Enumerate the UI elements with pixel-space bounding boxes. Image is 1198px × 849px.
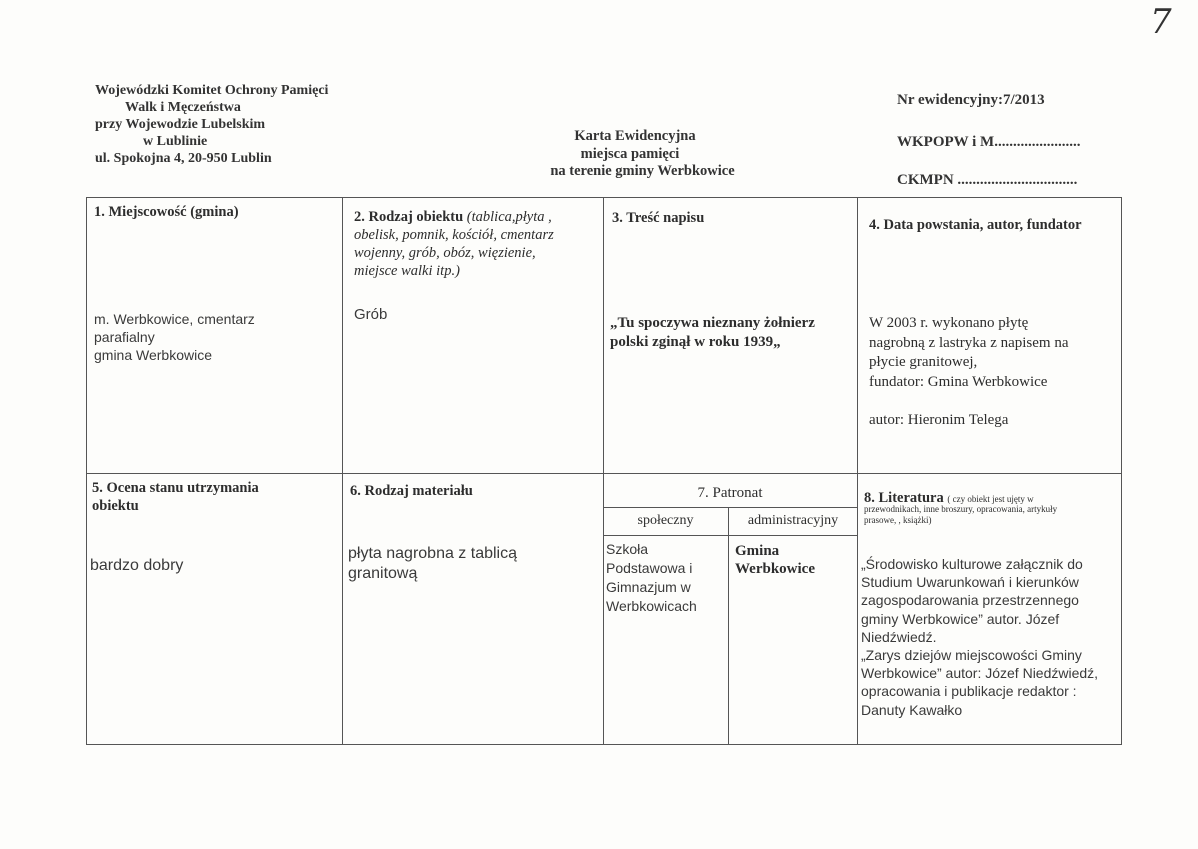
document-title [480, 128, 790, 181]
cell-locality-value [94, 310, 339, 364]
title-line: na terenie gminy Werbkowice [550, 163, 735, 179]
literature-line: „Środowisko kulturowe załącznik do [861, 556, 1083, 572]
date-author-line: nagrobną z lastryka z napisem na [869, 334, 1069, 351]
patronage-line: Szkoła [606, 541, 649, 557]
cell-date-author-value [869, 314, 1119, 431]
inscription-line: „Tu spoczywa nieznany żołnierz [610, 315, 815, 331]
literature-line: gminy Werbkowice” autor. Józef [861, 610, 1060, 627]
patronage-line: Gmina [735, 543, 780, 559]
literature-line: Studium Uwarunkowań i kierunków [861, 574, 1079, 591]
material-line: płyta nagrobna z tablicą [348, 545, 517, 562]
org-line: w Lublinie [143, 134, 208, 149]
cell-condition-header [92, 479, 337, 515]
registration-number: Nr ewidencyjny:7/2013 [897, 92, 1045, 108]
patronage-line: Werbkowicach [606, 598, 697, 614]
org-line: Wojewódzki Komitet Ochrony Pamięci [95, 83, 329, 98]
wkpopw-field: WKPOPW i M....................... [897, 134, 1081, 150]
cell-material-value [348, 544, 598, 584]
org-line: Walk i Męczeństwa [125, 100, 241, 115]
object-type-hint: miejsce walki itp.) [354, 263, 460, 279]
cell-date-author-header: 4. Data powstania, autor, fundator [869, 217, 1082, 233]
patronage-social-header: społeczny [637, 513, 694, 528]
patronage-line: Gimnazjum w [606, 579, 691, 595]
date-author-line: fundator: Gmina Werbkowice [869, 373, 1048, 390]
patronage-social-value [606, 540, 726, 616]
literature-line: opracowania i publikacje redaktor : [861, 683, 1077, 700]
patronage-line: Werbkowice [735, 561, 815, 577]
inscription-line: polski zginął w roku 1939„ [610, 334, 781, 350]
cell-material-header: 6. Rodzaj materiału [350, 483, 473, 499]
literature-hint: prasowe, , książki) [864, 515, 932, 525]
organization-block [95, 82, 395, 167]
locality-line: gmina Werbkowice [94, 347, 213, 363]
literature-line: Niedźwiedź. [861, 628, 937, 645]
object-type-hint: obelisk, pomnik, kościół, cmentarz [354, 227, 554, 243]
locality-line: parafialny [94, 329, 155, 345]
cell-literature-value [861, 555, 1119, 719]
locality-line: m. Werbkowice, cmentarz [94, 311, 255, 327]
cell-inscription-value [610, 314, 855, 352]
patronage-admin-header: administracyjny [747, 513, 839, 528]
cell-object-type-value: Grób [354, 306, 388, 323]
cell-object-type-header [354, 208, 599, 280]
org-address: ul. Spokojna 4, 20-950 Lublin [95, 151, 272, 166]
condition-label: 5. Ocena stanu utrzymania [92, 480, 259, 496]
ckmpn-field: CKMPN ................................ [897, 172, 1078, 188]
date-author-line: płycie granitowej, [869, 354, 978, 370]
date-author-line: autor: Hieronim Telega [869, 412, 1009, 428]
org-line: przy Wojewodzie Lubelskim [95, 117, 266, 132]
object-type-hint: (tablica,płyta , [466, 209, 552, 225]
condition-label: obiektu [92, 498, 139, 514]
cell-literature-header [864, 489, 1120, 526]
date-author-line: W 2003 r. wykonano płytę [869, 315, 1029, 331]
cell-inscription-header: 3. Treść napisu [612, 210, 705, 226]
literature-line: „Zarys dziejów miejscowości Gminy [861, 647, 1082, 664]
object-type-hint: wojenny, grób, obóz, więzienie, [354, 245, 536, 261]
literature-hint: przewodnikach, inne broszury, opracowania, artykuły [864, 504, 1058, 514]
title-line: miejsca pamięci [580, 145, 680, 162]
literature-line: Danuty Kawałko [861, 701, 963, 718]
patronage-admin-value [735, 542, 855, 578]
object-type-label: 2. Rodzaj obiektu [354, 209, 464, 225]
cell-locality-header: 1. Miejscowość (gmina) [94, 204, 239, 220]
literature-hint: ( czy obiekt jest ujęty w [947, 494, 1034, 504]
page-number: 7 [1150, 2, 1172, 42]
cell-condition-value: bardzo dobry [90, 557, 184, 574]
record-table [86, 197, 1122, 745]
title-line: Karta Ewidencyjna [574, 128, 696, 144]
material-line: granitową [348, 565, 418, 582]
patronage-line: Podstawowa i [606, 560, 693, 576]
literature-line: Werbkowice” autor: Józef Niedźwiedź, [861, 665, 1099, 682]
cell-patronage-header: 7. Patronat [697, 485, 763, 501]
literature-label: 8. Literatura [864, 490, 944, 506]
literature-line: zagospodarowania przestrzennego [861, 592, 1079, 609]
